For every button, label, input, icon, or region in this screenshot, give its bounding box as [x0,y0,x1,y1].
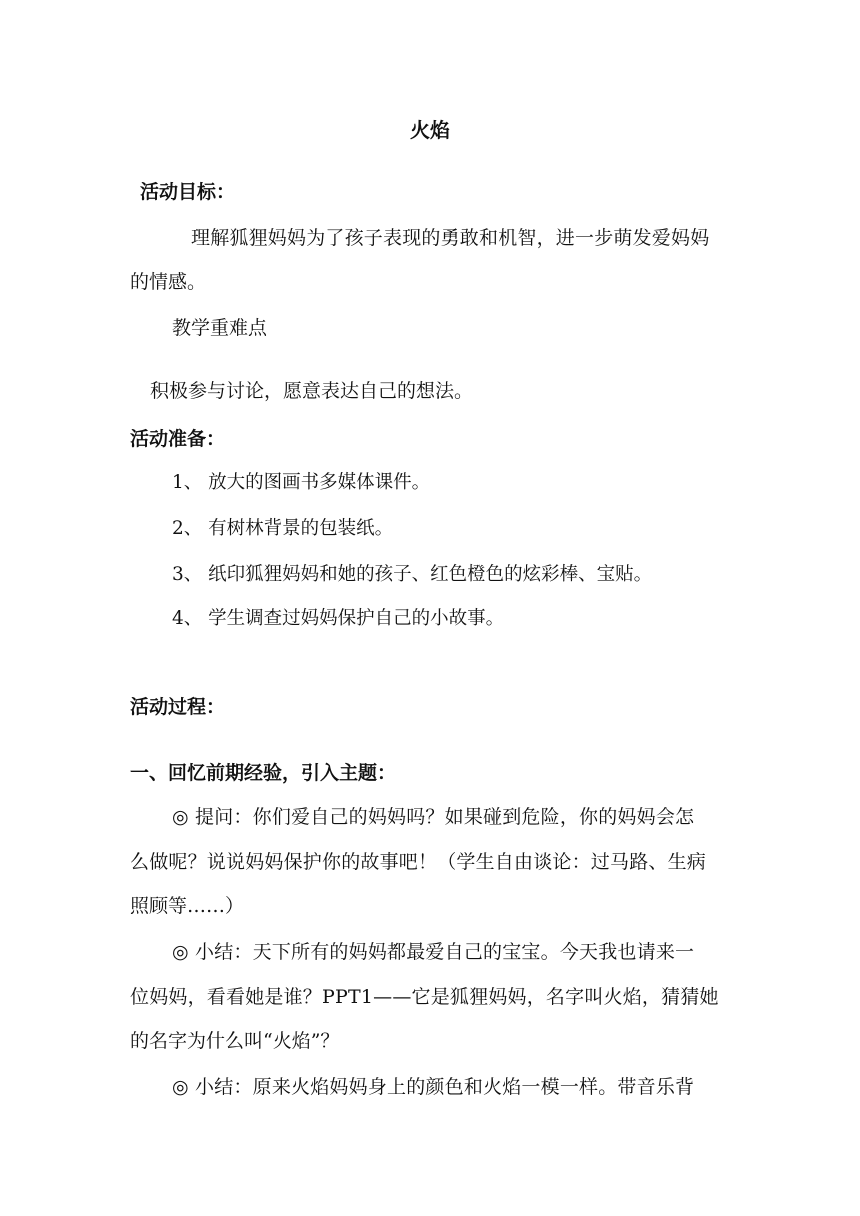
preparation-item-2: 2、 有树林背景的包装纸。 [172,518,394,539]
paragraph-1-line-2: 么做呢？说说妈妈保护你的故事吧！（学生自由谈论：过马路、生病 [130,851,707,873]
keypoints-heading: 教学重难点 [172,317,268,339]
objective-line-2: 的情感。 [130,271,207,293]
objective-line-1: 理解狐狸妈妈为了孩子表现的勇敢和机智，进一步萌发爱妈妈 [191,227,710,249]
paragraph-1-line-3: 照顾等……） [130,895,245,917]
paragraph-1-line-1: ◎ 提问：你们爱自己的妈妈吗？如果碰到危险，你的妈妈会怎 [172,806,695,828]
objective-heading: 活动目标： [140,181,236,203]
preparation-item-1: 1、 放大的图画书多媒体课件。 [172,472,431,493]
preparation-heading: 活动准备： [130,428,226,450]
paragraph-2-line-3: 的名字为什么叫“火焰”？ [130,1030,340,1052]
paragraph-3-line-1: ◎ 小结：原来火焰妈妈身上的颜色和火焰一模一样。带音乐背 [172,1076,695,1098]
keypoints-text: 积极参与讨论，愿意表达自己的想法。 [150,380,474,402]
process-heading: 活动过程： [130,696,226,718]
preparation-item-3: 3、 纸印狐狸妈妈和她的孩子、红色橙色的炫彩棒、宝贴。 [172,564,653,585]
paragraph-2-line-2: 位妈妈，看看她是谁？PPT1——它是狐狸妈妈，名字叫火焰，猜猜她 [130,986,719,1008]
preparation-item-4: 4、 学生调查过妈妈保护自己的小故事。 [172,608,505,629]
paragraph-2-line-1: ◎ 小结：天下所有的妈妈都最爱自己的宝宝。今天我也请来一 [172,941,695,963]
step1-heading: 一、回忆前期经验，引入主题： [130,762,397,784]
document-title: 火焰 [410,118,450,142]
